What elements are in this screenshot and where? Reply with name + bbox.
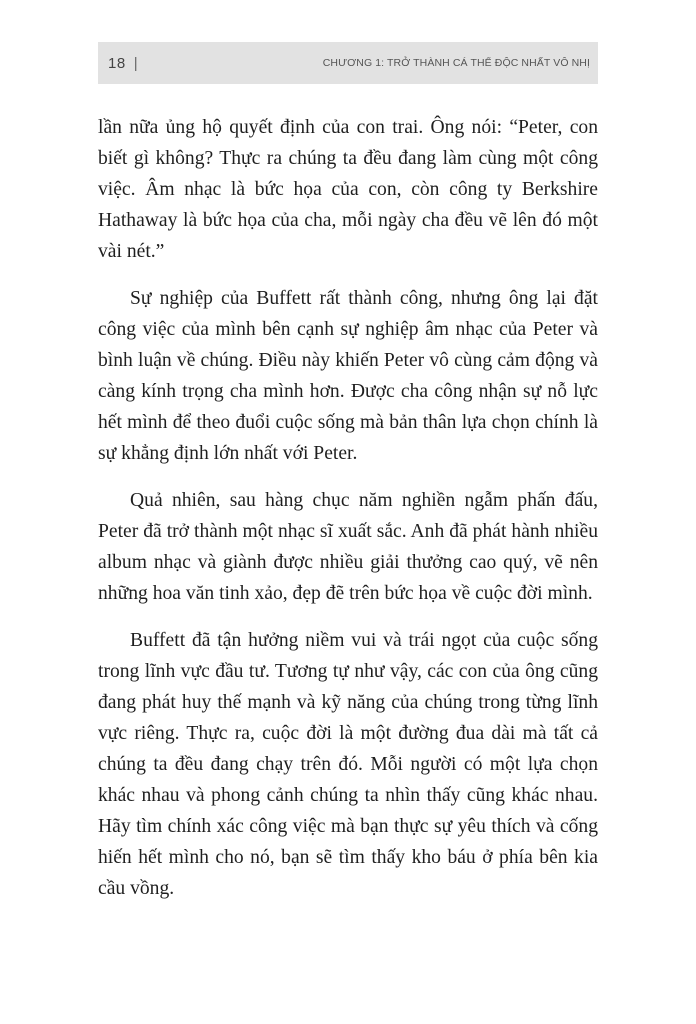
paragraph-1: lần nữa ủng hộ quyết định của con trai. Ông nói: “Peter, con biết gì không? Thực ra chúng ta đều đang làm cùng một công việc. Âm nhạc là bức họa của con, còn công ty Berkshire Hathaway là bức họa của cha, mỗi ngày cha đều vẽ lên đó một vài nét.” (98, 117, 598, 262)
header-separator: | (133, 54, 138, 72)
page-number: 18 (108, 54, 126, 72)
running-header (98, 42, 598, 84)
paragraph-2: Sự nghiệp của Buffett rất thành công, nhưng ông lại đặt công việc của mình bên cạnh sự nghiệp âm nhạc của Peter và bình luận về chúng. Điều này khiến Peter vô cùng cảm động và càng kính trọng cha mình hơn. Được cha công nhận sự nỗ lực hết mình để theo đuổi cuộc sống mà bản thân lựa chọn chính là sự khẳng định lớn nhất với Peter. (98, 288, 598, 464)
chapter-title: CHƯƠNG 1: TRỞ THÀNH CÁ THỂ ĐỘC NHẤT VÔ NHỊ (322, 57, 590, 69)
paragraph-3: Quả nhiên, sau hàng chục năm nghiền ngẫm phấn đấu, Peter đã trở thành một nhạc sĩ xuất sắc. Anh đã phát hành nhiều album nhạc và giành được nhiều giải thưởng cao quý, vẽ nên những hoa văn tinh xảo, đẹp đẽ trên bức họa về cuộc đời mình. (98, 490, 598, 604)
body-text (98, 112, 598, 920)
paragraph-4: Buffett đã tận hưởng niềm vui và trái ngọt của cuộc sống trong lĩnh vực đầu tư. Tương tự như vậy, các con của ông cũng đang phát huy thế mạnh và kỹ năng của chúng trong từng lĩnh vực riêng. Thực ra, cuộc đời là một đường đua dài mà tất cả chúng ta đều đang chạy trên đó. Mỗi người có một lựa chọn khác nhau và phong cảnh chúng ta nhìn thấy cũng khác nhau. Hãy tìm chính xác công việc mà bạn thực sự yêu thích và cống hiến hết mình cho nó, bạn sẽ tìm thấy kho báu ở phía bên kia cầu vồng. (98, 630, 598, 899)
